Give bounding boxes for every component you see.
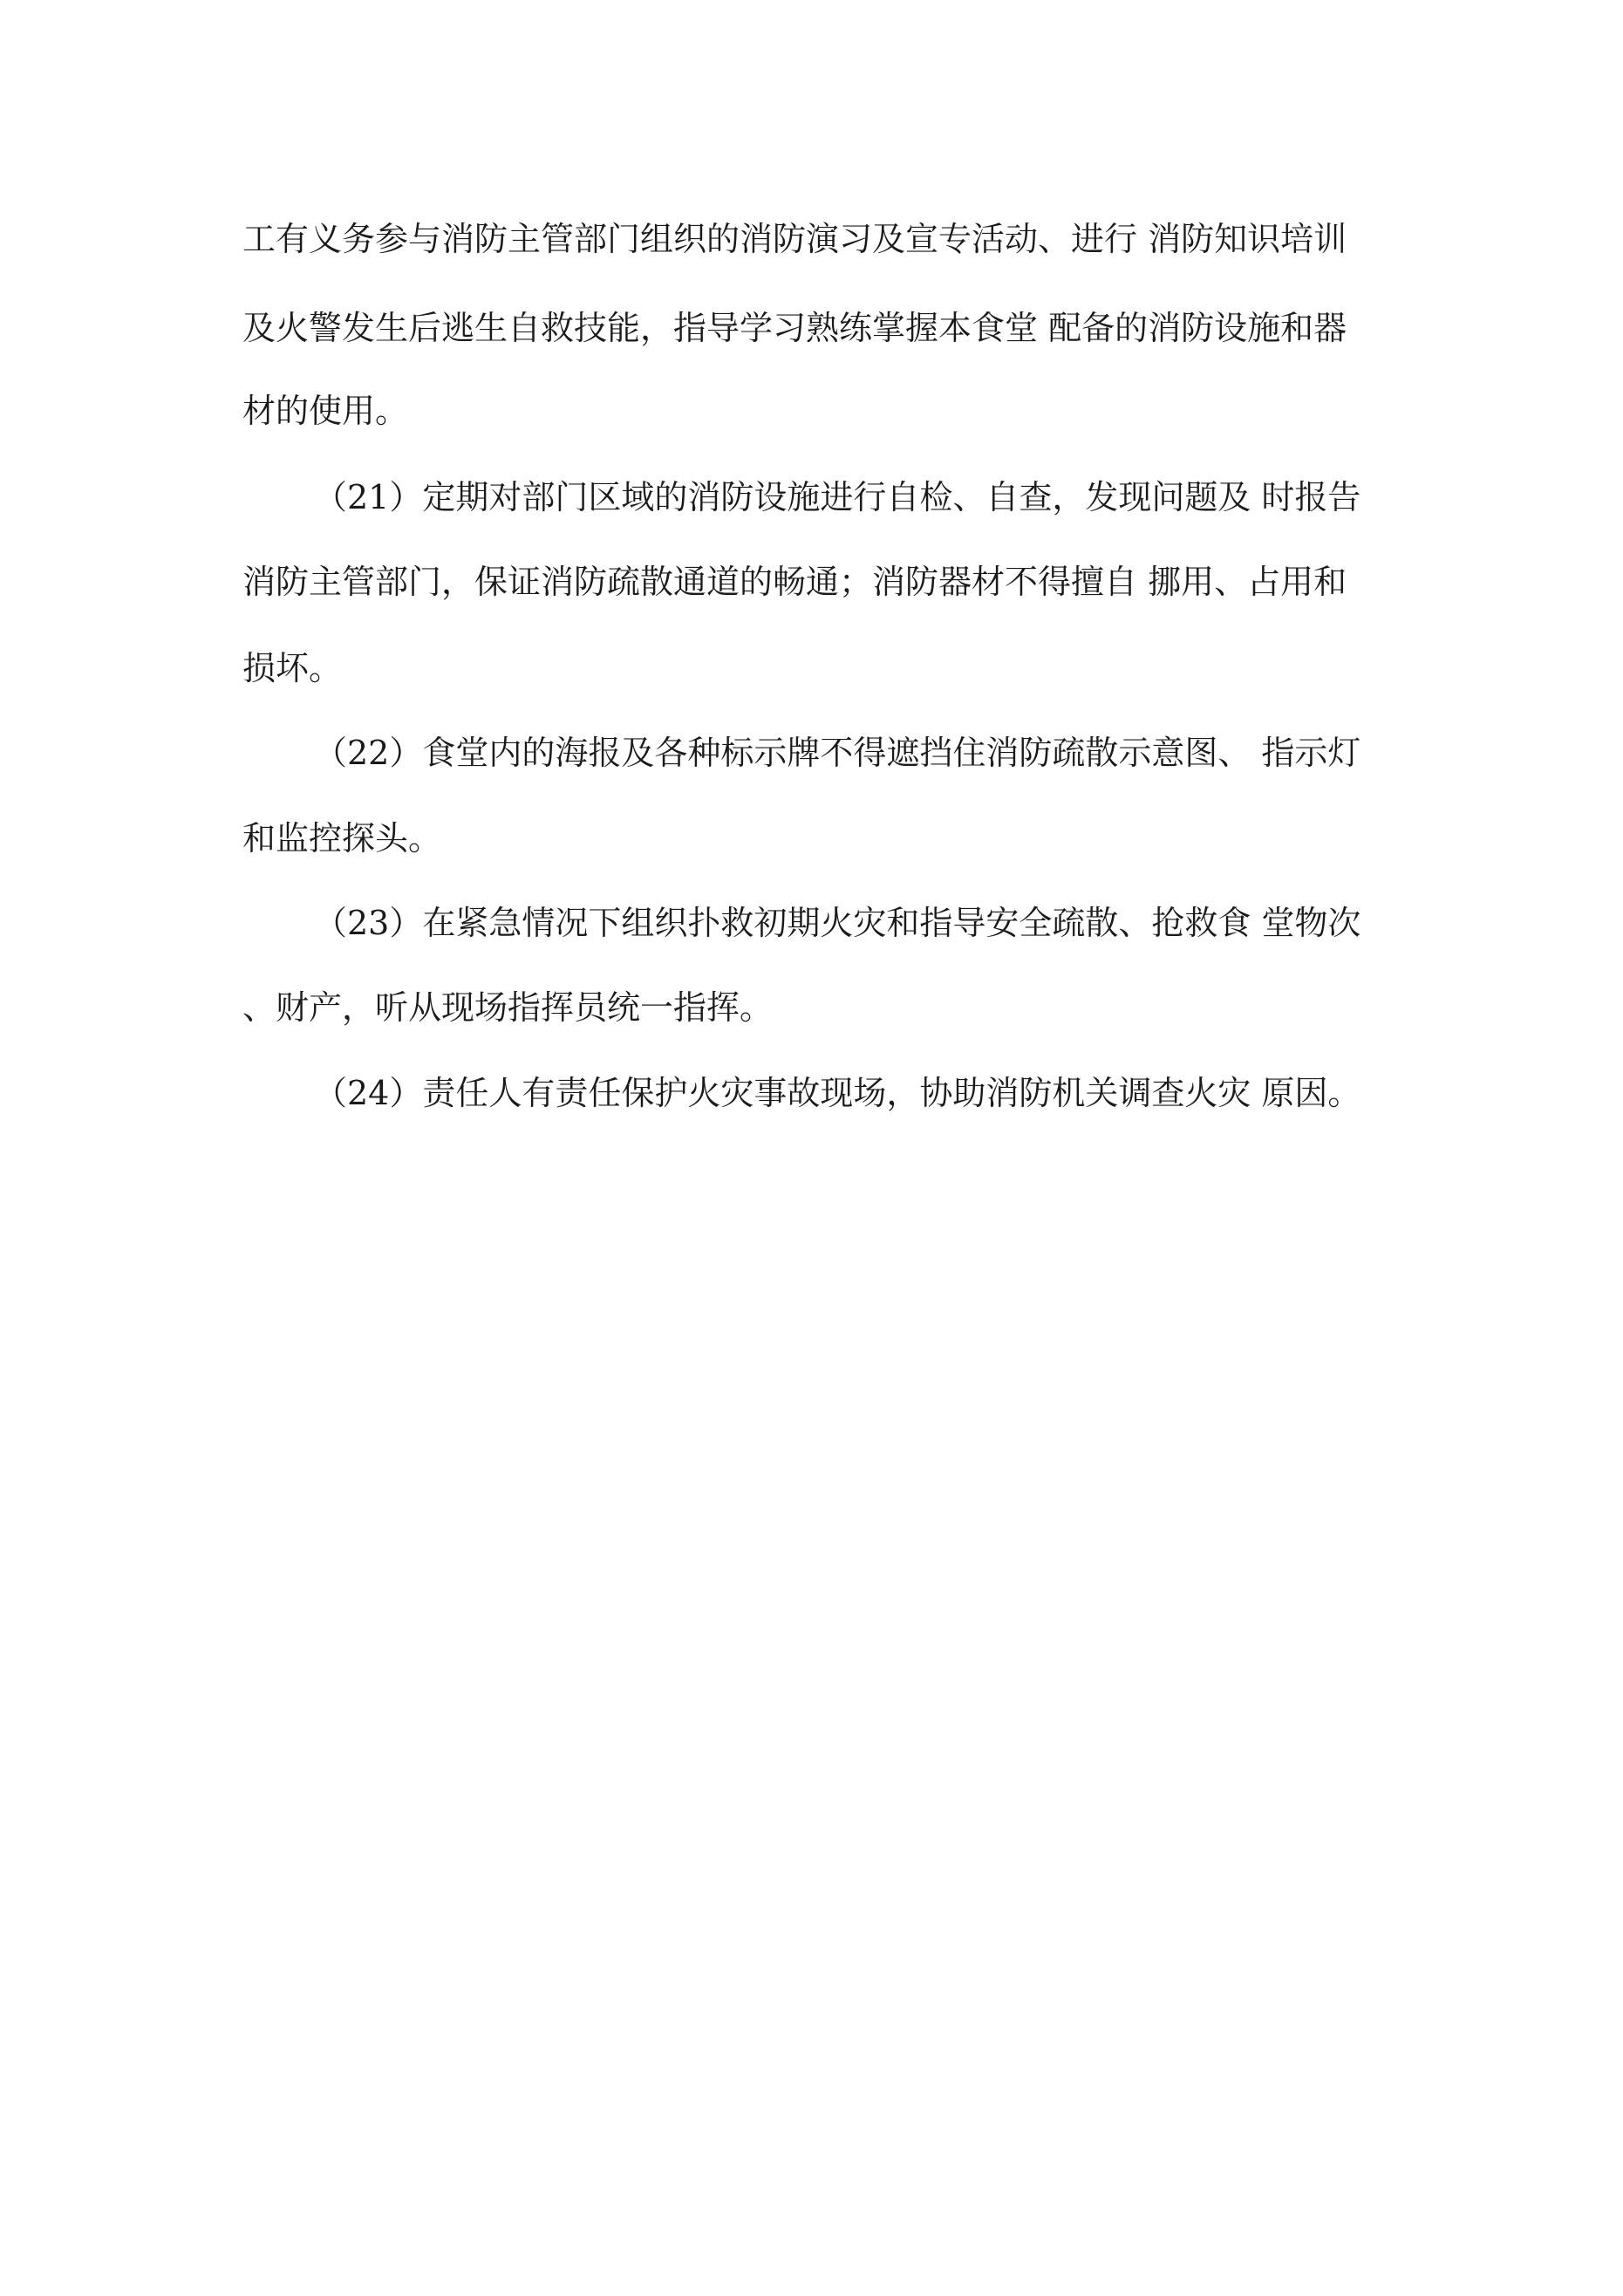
paragraph-line: （23）在紧急情况下组织扑救初期火灾和指导安全疏散、抢救食 堂物次 [314,904,1361,942]
paragraph-line: 损坏。 [242,649,343,687]
paragraph-line: （22）食堂内的海报及各种标示牌不得遮挡住消防疏散示意图、 指示灯 [314,734,1361,772]
paragraph-line: 工有义务参与消防主管部门组织的消防演习及宣专活动、进行 消防知识培训 [242,220,1347,258]
paragraph-line: 和监控探头。 [242,819,442,858]
paragraph-line: 材的使用。 [242,392,409,430]
paragraph-line: 消防主管部门，保证消防疏散通道的畅通；消防器材不得擅自 挪用、占用和 [242,563,1347,601]
paragraph-line: 及火警发生后逃生自救技能，指导学习熟练掌握本食堂 配备的消防设施和器 [242,309,1347,347]
paragraph-line: 、财产，听从现场指挥员统一指挥。 [242,988,774,1027]
paragraph-line: （24）责任人有责任保护火灾事故现场，协助消防机关调查火灾 原因。 [314,1074,1361,1112]
paragraph-line: （21）定期对部门区域的消防设施进行自检、自查，发现问题及 时报告 [314,478,1361,516]
